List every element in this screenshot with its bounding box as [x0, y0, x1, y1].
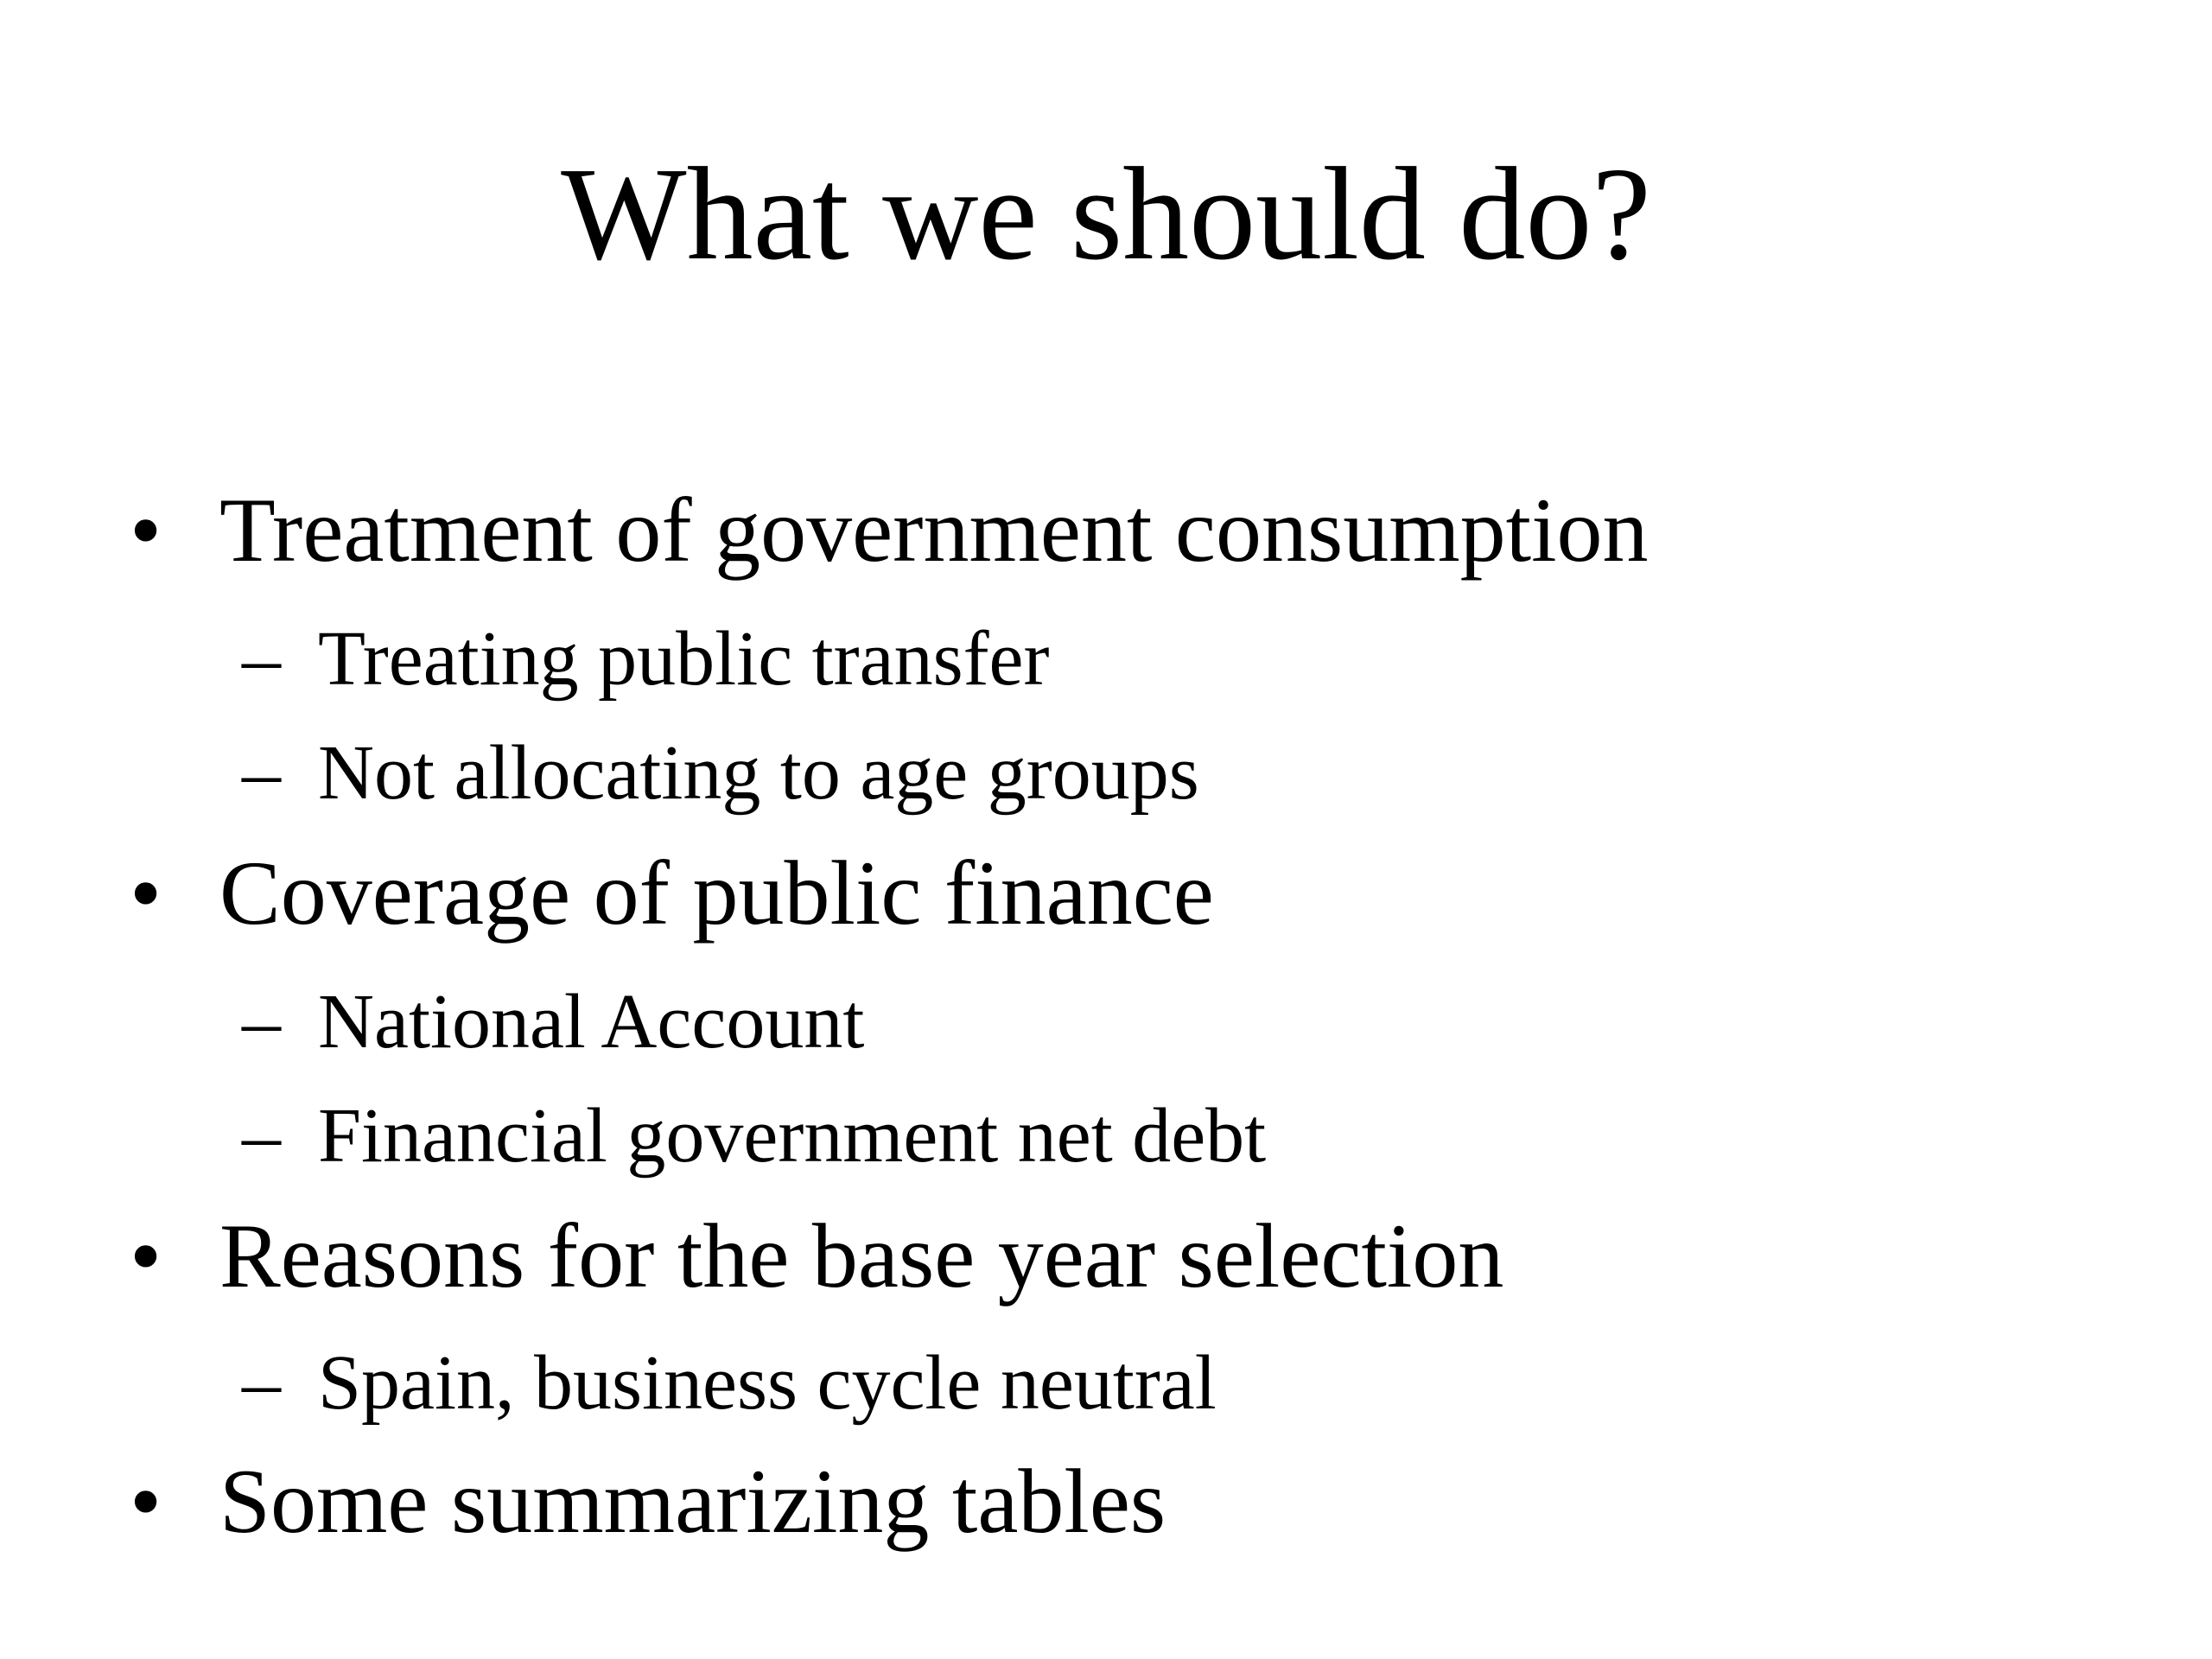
sub-bullet-text: Financial government net debt	[318, 1093, 1267, 1179]
slide-title: What we should do?	[561, 141, 1651, 288]
dash-marker: –	[242, 616, 281, 702]
bullet-marker: •	[130, 1205, 162, 1306]
bullet-item	[130, 1203, 1503, 1310]
bullet-text: Treatment of government consumption	[219, 480, 1649, 581]
sub-bullet-text: National Account	[318, 979, 865, 1065]
sub-bullet-text: Treating public transfer	[318, 616, 1050, 702]
sub-bullet-item	[242, 1090, 1266, 1182]
bullet-item	[130, 1448, 1166, 1555]
bullet-marker: •	[130, 1451, 162, 1552]
sub-bullet-item	[242, 976, 864, 1068]
sub-bullet-item	[242, 613, 1049, 705]
sub-bullet-text: Spain, business cycle neutral	[318, 1340, 1217, 1426]
bullet-text: Some summarizing tables	[219, 1451, 1166, 1552]
dash-marker: –	[242, 1340, 281, 1426]
bullet-text: Coverage of public finance	[219, 842, 1214, 944]
bullet-marker: •	[130, 480, 162, 581]
sub-bullet-item	[242, 1338, 1217, 1429]
bullet-item	[130, 840, 1214, 947]
dash-marker: –	[242, 730, 281, 816]
sub-bullet-text: Not allocating to age groups	[318, 730, 1199, 816]
bullet-item	[130, 477, 1649, 584]
dash-marker: –	[242, 1093, 281, 1179]
bullet-text: Reasons for the base year selection	[219, 1205, 1504, 1306]
bullet-marker: •	[130, 842, 162, 944]
dash-marker: –	[242, 979, 281, 1065]
sub-bullet-item	[242, 728, 1199, 819]
